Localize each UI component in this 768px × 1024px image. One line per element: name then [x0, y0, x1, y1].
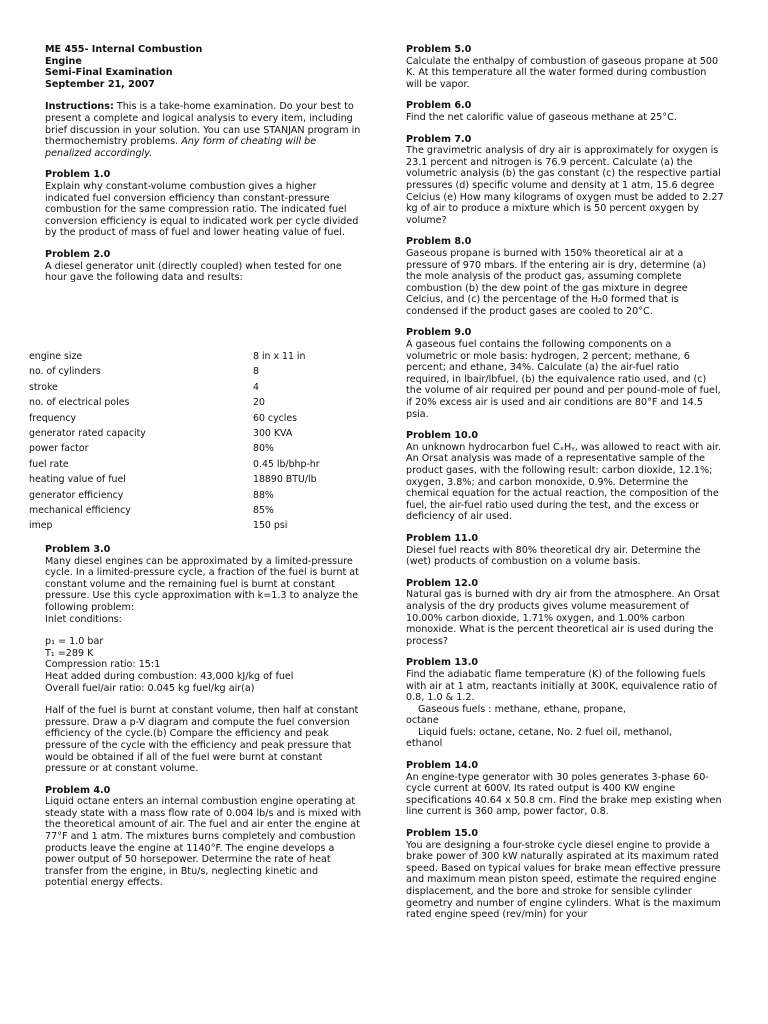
problem-12	[406, 578, 724, 648]
problem-title: Problem 3.0	[45, 544, 111, 555]
problem-13	[406, 657, 724, 750]
problem-title: Problem 5.0	[406, 44, 472, 55]
problem-title: Problem 14.0	[406, 760, 479, 772]
problem-text: An engine-type generator with 30 poles generates 3-phase 60-cycle current at 600V. Its rated output is 400 KW engine specifications 40.64 x 50.8 cm. Find the brake mep existing when line current is 360 amp, power factor, 0.8.	[406, 771, 722, 818]
spec-label: power factor	[29, 443, 89, 455]
spec-row	[29, 490, 349, 505]
left-column	[45, 44, 363, 294]
spec-label: frequency	[29, 412, 77, 424]
problem-text: Many diesel engines can be approximated by a limited-pressure cycle. In a limited-pressure cycle, a fraction of the fuel is burnt at constant volume and the remaining fuel is burnt at constant pressure. Use this cycle approximation with k=1.3 to analyze the following problem:	[45, 555, 359, 613]
liquid-fuels: Liquid fuels: octane, cetane, No. 2 fuel oil, methanol,	[418, 726, 673, 738]
problem-text: Find the net calorific value of gaseous methane at 25°C.	[406, 111, 677, 123]
spec-row	[29, 366, 349, 381]
spec-label: generator efficiency	[29, 489, 124, 501]
spec-value: 80%	[253, 443, 274, 455]
problem-2	[45, 249, 363, 284]
problem-title: Problem 4.0	[45, 784, 111, 796]
right-column	[406, 44, 724, 931]
problem-text: Gaseous propane is burned with 150% theoretical air at a pressure of 970 mbars. If the entering air is dry, determine (a) the mole analysis of the product gas, assuming complete combustion (b) the dew point of the gas mixture in degree Celcius, and (c) the percentage of the H₂0 formed that is condensed if the product gases are cooled to 20°C.	[406, 247, 706, 317]
spec-value: 8	[253, 366, 259, 378]
spec-value: 20	[253, 397, 265, 409]
exam-header	[45, 44, 363, 90]
spec-value: 60 cycles	[253, 412, 298, 424]
fuel-air-ratio: Overall fuel/air ratio: 0.045 kg fuel/kg air(a)	[45, 682, 255, 694]
spec-row	[29, 351, 349, 366]
problem-title: Problem 15.0	[406, 828, 479, 840]
problem-1	[45, 169, 363, 239]
gaseous-fuels: Gaseous fuels : methane, ethane, propane,	[418, 703, 627, 715]
problem-5	[406, 44, 724, 90]
inlet-conditions: Inlet conditions:	[45, 613, 122, 625]
problem-title: Problem 9.0	[406, 327, 472, 339]
problem-6	[406, 100, 724, 123]
exam-date: September 21, 2007	[45, 78, 155, 90]
instructions-warning: Any form of cheating will be penalized accordingly.	[45, 136, 317, 159]
problem-title: Problem 1.0	[45, 169, 111, 181]
problem-text: A gaseous fuel contains the following components on a volumetric or mole basis: hydrogen, 2 percent; methane, 6 percent; and ethane, 34%. Calculate (a) the air-fuel ratio required, in lbair/lbfuel, (b) the equivalence ratio used, and (c) the volume of air required per pound and per pound-mole of fuel, if 20% excess air is used and air conditions are 80°F and 14.5 psia.	[406, 339, 721, 420]
problem-title: Problem 7.0	[406, 133, 472, 145]
exam-title: Semi-Final Examination	[45, 67, 173, 79]
gaseous-fuels-cont: octane	[406, 715, 439, 727]
spec-value: 4	[253, 381, 259, 393]
spec-label: engine size	[29, 351, 83, 362]
spec-value: 300 KVA	[253, 427, 293, 439]
problem-title: Problem 13.0	[406, 657, 479, 669]
problem-text-2: Half of the fuel is burnt at constant volume, then half at constant pressure. Draw a p-V diagram and compute the fuel conversion efficiency of the cycle.(b) Compare the efficiency and peak pressure of the cycle with the efficiency and peak pressure that would be obtained if all of the fuel were burnt at constant pressure or at constant volume.	[45, 705, 359, 775]
spec-value: 85%	[253, 504, 274, 516]
problem-text: You are designing a four-stroke cycle diesel engine to provide a brake power of 300 kW naturally aspirated at its maximum rated speed. Based on typical values for brake mean effective pressure and maximum mean piston speed, estimate the required engine displacement, and the bore and stroke for sensible cylinder geometry and number of engine cylinders. What is the maximum rated engine speed (rev/min) for your	[406, 839, 721, 921]
problem-text: Natural gas is burned with dry air from the atmosphere. An Orsat analysis of the dry products gives volume measurement of 10.00% carbon dioxide, 1.71% oxygen, and 1.00% carbon monoxide. What is the percent theoretical air is used during the process?	[406, 589, 720, 647]
spec-row	[29, 428, 349, 443]
spec-row	[29, 382, 349, 397]
spec-row	[29, 397, 349, 412]
problem-text: Diesel fuel reacts with 80% theoretical dry air. Determine the (wet) products of combustion on a volume basis.	[406, 544, 701, 568]
problem-3	[45, 544, 363, 775]
problem-text: The gravimetric analysis of dry air is approximately for oxygen is 23.1 percent and nitrogen is 76.9 percent. Calculate (a) the volumetric analysis (b) the gas constant (c) the respective partial pressures (d) specific volume and density at 1 atm, 15.6 degree Celcius (e) How many kilograms of oxygen must be added to 2.27 kg of air to produce a mixture which is 50 percent oxygen by volume?	[406, 145, 724, 226]
spec-label: mechanical efficiency	[29, 504, 131, 516]
problem-text: Find the adiabatic flame temperature (K) of the following fuels with air at 1 atm, reactants initially at 300K, equivalence ratio of 0.8, 1.0 & 1.2.	[406, 668, 717, 704]
spec-row	[29, 443, 349, 458]
problem-text: Explain why constant-volume combustion gives a higher indicated fuel conversion efficiency than constant-pressure combustion for the same compression ratio. The indicated fuel conversion efficiency is equal to indicated work per cycle divided by the product of mass of fuel and lower heating value of fuel.	[45, 180, 359, 239]
generator-spec-table	[29, 351, 349, 536]
problem-text: Liquid octane enters an internal combustion engine operating at steady state with a mass flow rate of 0.004 lb/s and is mixed with the theoretical amount of air. The fuel and air enter the engine at 77°F and 1 atm. The mixtures burns completely and combustion products leave the engine at 1140°F. The engine develops a power output of 50 horsepower. Determine the rate of heat transfer from the engine, in Btu/s, neglecting kinetic and potential energy effects.	[45, 796, 362, 889]
course-title: ME 455- Internal Combustion	[45, 44, 203, 55]
problem-text: Calculate the enthalpy of combustion of gaseous propane at 500 K. At this temperature all the water formed during combustion will be vapor.	[406, 55, 719, 90]
compression-ratio: Compression ratio: 15:1	[45, 659, 161, 671]
problem-title: Problem 10.0	[406, 430, 479, 442]
left-column-lower	[45, 544, 363, 899]
problem-4	[45, 785, 363, 889]
problem-9	[406, 327, 724, 420]
spec-row	[29, 520, 349, 535]
spec-row	[29, 459, 349, 474]
liquid-fuels-cont: ethanol	[406, 738, 443, 750]
spec-value: 88%	[253, 489, 274, 501]
problem-11	[406, 533, 724, 568]
problem-10	[406, 430, 724, 523]
spec-label: generator rated capacity	[29, 427, 146, 439]
spec-value: 0.45 lb/bhp-hr	[253, 458, 320, 470]
spec-label: stroke	[29, 381, 58, 393]
instructions-text: This is a take-home examination. Do your best to present a complete and logical analysis to every item, including brief discussion in your solution. You can use STANJAN program in thermochemistry problems.	[45, 101, 361, 148]
spec-row	[29, 474, 349, 489]
problem-title: Problem 2.0	[45, 248, 111, 260]
spec-row	[29, 413, 349, 428]
spec-label: heating value of fuel	[29, 474, 126, 486]
spec-label: imep	[29, 520, 53, 532]
problem-title: Problem 11.0	[406, 532, 479, 544]
problem-title: Problem 6.0	[406, 100, 472, 112]
spec-label: fuel rate	[29, 458, 69, 470]
problem-title: Problem 12.0	[406, 577, 479, 589]
problem-14	[406, 760, 724, 818]
spec-value: 8 in x 11 in	[253, 351, 306, 362]
instructions-label: Instructions:	[45, 101, 114, 113]
inlet-pressure: p₁ = 1.0 bar	[45, 636, 104, 648]
instructions	[45, 101, 363, 159]
spec-label: no. of cylinders	[29, 366, 101, 378]
course-title-cont: Engine	[45, 55, 82, 67]
problem-title: Problem 8.0	[406, 236, 472, 248]
problem-text: A diesel generator unit (directly coupled) when tested for one hour gave the following data and results:	[45, 260, 342, 284]
inlet-temperature: T₁ =289 K	[45, 647, 94, 659]
problem-text: An unknown hydrocarbon fuel CₓHᵧ, was allowed to react with air. An Orsat analysis was made of a representative sample of the product gases, with the following result: carbon dioxide, 12.1%; oxygen, 3.8%; and carbon monoxide, 0.9%. Determine the chemical equation for the actual reaction, the composition of the fuel, the air-fuel ratio used during the test, and the excess or deficiency of air used.	[406, 441, 721, 523]
spec-value: 18890 BTU/lb	[253, 474, 317, 486]
problem-8	[406, 236, 724, 317]
problem-7	[406, 134, 724, 227]
spec-label: no. of electrical poles	[29, 397, 130, 409]
problem-15	[406, 828, 724, 921]
spec-value: 150 psi	[253, 520, 288, 532]
heat-added: Heat added during combustion: 43,000 kJ/kg of fuel	[45, 670, 294, 682]
spec-row	[29, 505, 349, 520]
